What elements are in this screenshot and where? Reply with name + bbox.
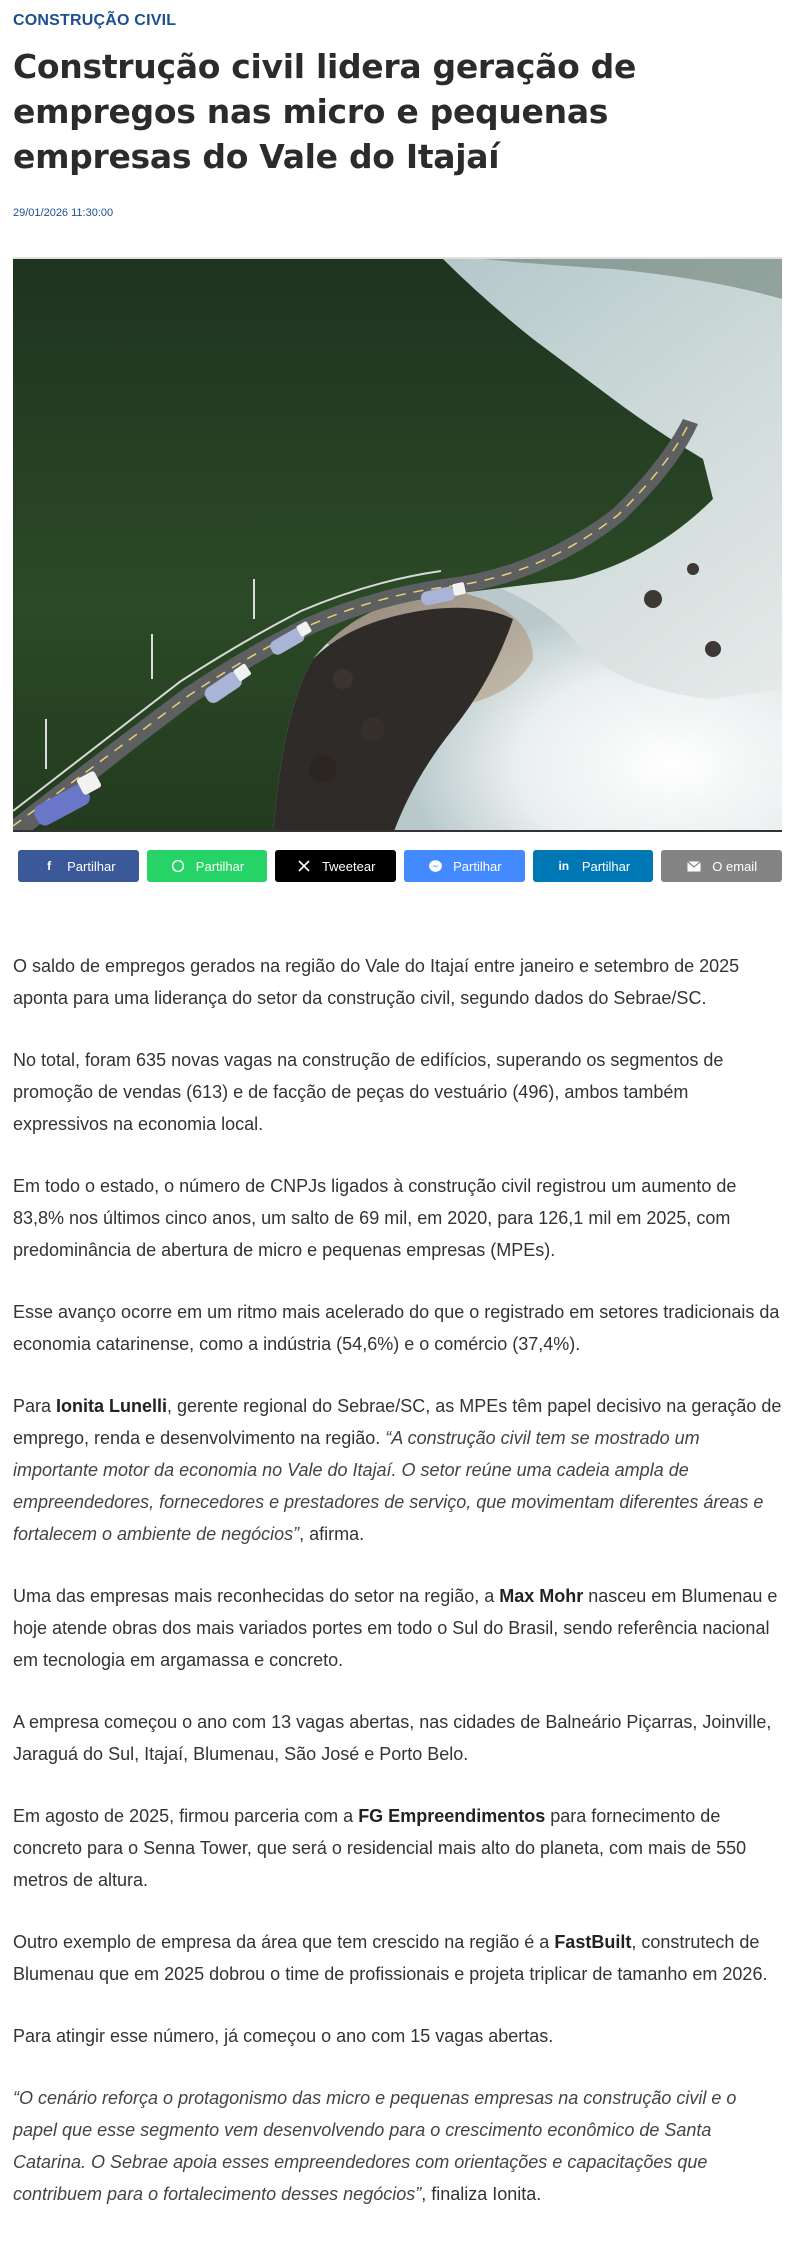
paragraph	[13, 1800, 782, 1896]
share-whatsapp-label: Partilhar	[195, 858, 245, 874]
linkedin-icon: in	[558, 859, 570, 873]
paragraph: O saldo de empregos gerados na região do Vale do Itajaí entre janeiro e setembro de 2025 aponta para uma liderança do setor da construção civil, segundo dados do Sebrae/SC.	[13, 956, 740, 1008]
article-hero-image	[13, 257, 782, 832]
whatsapp-icon	[170, 858, 186, 874]
article-body	[13, 950, 782, 2210]
share-facebook-button[interactable]	[18, 850, 139, 882]
paragraph	[13, 1580, 782, 1676]
paragraph: Esse avanço ocorre em um ritmo mais acelerado do que o registrado em setores tradicionais da economia catarinense, como a indústria (54,6%) e o comércio (37,4%).	[13, 1302, 780, 1354]
share-linkedin-label: Partilhar	[581, 858, 631, 874]
x-icon	[296, 858, 312, 874]
text: Outro exemplo de empresa da área que tem crescido na região é a	[13, 1932, 555, 1952]
share-messenger-label: Partilhar	[453, 858, 502, 874]
quote: “O cenário reforça o protagonismo das micro e pequenas empresas na construção civil e o papel que esse segmento vem desenvolvendo para o crescimento econômico de Santa Catarina. O Sebrae apoia esses empreendedores com orientações e capacitações que contribuem para o fortalecimento desses negócios”	[13, 2088, 737, 2204]
paragraph: Em todo o estado, o número de CNPJs ligados à construção civil registrou um aumento de 83,8% nos últimos cinco anos, um salto de 69 mil, em 2020, para 126,1 mil em 2025, com predominância de abertura de micro e pequenas empresas (MPEs).	[13, 1176, 737, 1260]
share-whatsapp-button[interactable]	[147, 850, 268, 882]
share-email-label: O email	[712, 858, 758, 874]
messenger-icon	[427, 858, 443, 874]
paragraph: Para atingir esse número, já começou o ano com 15 vagas abertas.	[13, 2026, 554, 2046]
text: , finaliza Ionita.	[421, 2184, 542, 2204]
share-twitter-label: Tweetear	[321, 858, 376, 874]
share-messenger-button[interactable]	[404, 850, 525, 882]
share-facebook-label: Partilhar	[67, 858, 116, 874]
text: Uma das empresas mais reconhecidas do setor na região, a	[13, 1586, 500, 1606]
share-twitter-button[interactable]	[275, 850, 396, 882]
text: para fornecimento de concreto para o Senna Tower, que será o residencial mais alto do planeta, com mais de 550 metros de altura.	[13, 1806, 747, 1890]
publish-date: 29/01/2026 11:30:00	[13, 207, 114, 219]
text: Para	[13, 1396, 57, 1416]
person-name: Ionita Lunelli	[56, 1396, 168, 1416]
text: Em agosto de 2025, firmou parceria com a	[13, 1806, 359, 1826]
company-name: FG Empreendimentos	[358, 1806, 546, 1826]
coastal-road-aerial-photo	[13, 259, 782, 832]
paragraph	[13, 2082, 782, 2210]
company-name: FastBuilt	[554, 1932, 632, 1952]
paragraph: No total, foram 635 novas vagas na construção de edifícios, superando os segmentos de promoção de vendas (613) e de facção de peças do vestuário (496), ambos também expressivos na economia local.	[13, 1050, 724, 1134]
mail-icon	[686, 858, 702, 874]
text: , gerente regional do Sebrae/SC, as MPEs têm papel decisivo na geração de emprego, renda e desenvolvimento na região.	[13, 1396, 782, 1448]
text: , afirma.	[299, 1524, 365, 1544]
category-link[interactable]: CONSTRUÇÃO CIVIL	[13, 12, 177, 29]
share-email-button[interactable]	[661, 850, 782, 882]
paragraph: A empresa começou o ano com 13 vagas abertas, nas cidades de Balneário Piçarras, Joinville, Jaraguá do Sul, Itajaí, Blumenau, São José e Porto Belo.	[13, 1712, 772, 1764]
text: , construtech de Blumenau que em 2025 dobrou o time de profissionais e projeta triplicar de tamanho em 2026.	[13, 1932, 768, 1984]
quote: “A construção civil tem se mostrado um importante motor da economia no Vale do Itajaí. O setor reúne uma cadeia ampla de empreendedores, fornecedores e prestadores de serviço, que movimentam diferentes áreas e fortalecem o ambiente de negócios”	[13, 1428, 764, 1544]
share-bar	[13, 850, 782, 882]
text: nasceu em Blumenau e hoje atende obras dos mais variados portes em todo o Sul do Brasil, sendo referência nacional em tecnologia em argamassa e concreto.	[13, 1586, 778, 1670]
share-linkedin-button[interactable]	[533, 850, 654, 882]
paragraph	[13, 1390, 782, 1550]
paragraph	[13, 1926, 782, 1990]
company-name: Max Mohr	[499, 1586, 584, 1606]
facebook-icon: f	[47, 859, 52, 873]
article-title: Construção civil lidera geração de empregos nas micro e pequenas empresas do Vale do Itajaí	[13, 47, 637, 176]
